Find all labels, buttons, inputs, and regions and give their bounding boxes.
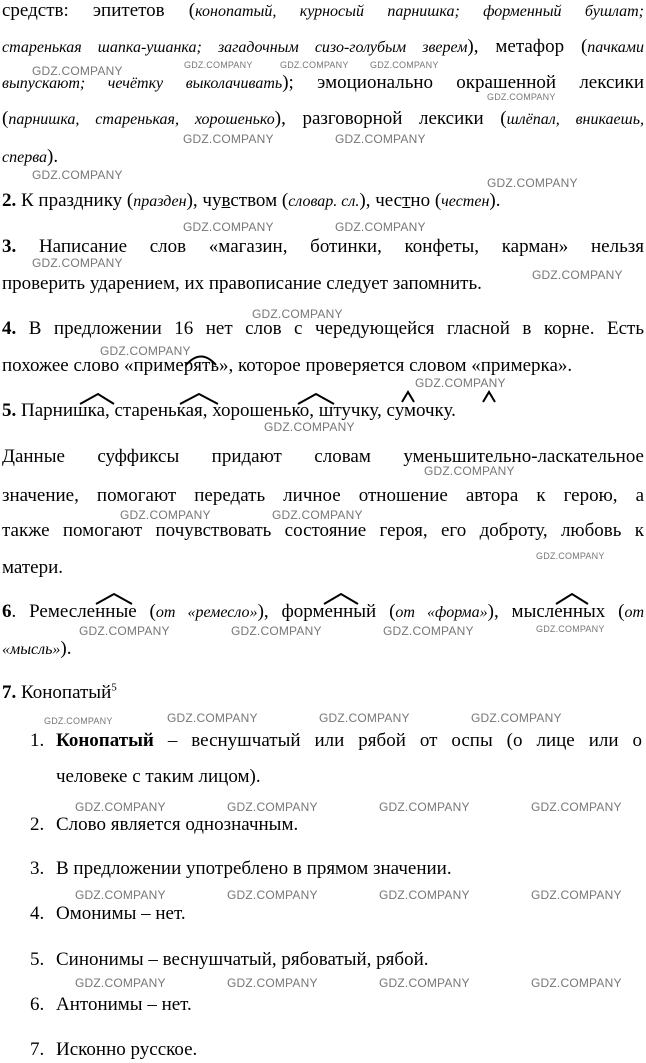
answer-3-line-1: 3. Написание слов «магазин, ботинки, конфеты, карман» нельзя xyxy=(2,236,644,257)
watermark: GDZ.COMPANY xyxy=(536,551,605,561)
watermark: GDZ.COMPANY xyxy=(227,888,318,902)
answer-5-line-4: также помогают почувствовать состояние героя, его доброту, любовь к xyxy=(2,520,644,541)
watermark: GDZ.COMPANY xyxy=(379,888,470,902)
answer-4-line-2: похожее слово «примерять», которое проверяется словом «примерка». xyxy=(2,355,573,376)
text-line-2: старенькая шапка-ушанка; загадочным сизо-голубым зверем), метафор (пачками xyxy=(2,36,645,57)
watermark: GDZ.COMPANY xyxy=(44,716,113,726)
watermark: GDZ.COMPANY xyxy=(272,508,363,522)
watermark: GDZ.COMPANY xyxy=(32,168,123,182)
watermark: GDZ.COMPANY xyxy=(231,624,322,638)
text-line-4: (парнишка, старенькая, хорошенько), разговорной лексики (шлёпал, вникаешь, xyxy=(2,108,644,129)
watermark: GDZ.COMPANY xyxy=(227,976,318,990)
suffix-mark xyxy=(483,392,495,402)
watermark: GDZ.COMPANY xyxy=(531,800,622,814)
watermark: GDZ.COMPANY xyxy=(532,268,623,282)
watermark: GDZ.COMPANY xyxy=(487,176,578,190)
answer-4-line-1: 4. В предложении 16 нет слов с чередующейся гласной в корне. Есть xyxy=(2,318,644,339)
watermark: GDZ.COMPANY xyxy=(184,60,253,70)
answer-6-line-1: 6. Ремесленные (от «ремесло»), форменный (от «форма»), мысленных (от xyxy=(2,601,645,622)
watermark: GDZ.COMPANY xyxy=(379,976,470,990)
list-item-2: 2. Слово является однозначным. xyxy=(30,814,299,835)
watermark: GDZ.COMPANY xyxy=(167,711,258,725)
watermark: GDZ.COMPANY xyxy=(75,976,166,990)
list-item-5: 5. Синонимы – веснушчатый, рябоватый, рябой. xyxy=(30,949,429,970)
list-item-7: 7. Исконно русское. xyxy=(30,1039,198,1060)
answer-5-line-5: матери. xyxy=(2,557,63,578)
list-item-4: 4. Омонимы – нет. xyxy=(30,903,186,924)
list-item-1: 1. Конопатый – веснушчатый или рябой от оспы (о лице или о xyxy=(30,730,642,751)
answer-6-line-2: «мысль»). xyxy=(2,638,72,659)
watermark: GDZ.COMPANY xyxy=(319,711,410,725)
watermark: GDZ.COMPANY xyxy=(531,888,622,902)
watermark: GDZ.COMPANY xyxy=(383,624,474,638)
watermark: GDZ.COMPANY xyxy=(252,307,343,321)
watermark: GDZ.COMPANY xyxy=(100,344,191,358)
text-line-3: выпускают; чечётку выколачивать); эмоционально окрашенной лексики xyxy=(2,72,644,93)
list-item-6: 6. Антонимы – нет. xyxy=(30,994,192,1015)
list-item-1-cont: человеке с таким лицом). xyxy=(56,766,261,787)
watermark: GDZ.COMPANY xyxy=(280,60,349,70)
watermark: GDZ.COMPANY xyxy=(335,132,426,146)
watermark: GDZ.COMPANY xyxy=(32,256,123,270)
answer-5-line-2: Данные суффиксы придают словам уменьшительно-ласкательное xyxy=(2,446,644,467)
watermark: GDZ.COMPANY xyxy=(487,92,556,102)
watermark: GDZ.COMPANY xyxy=(183,220,274,234)
watermark: GDZ.COMPANY xyxy=(335,220,426,234)
watermark: GDZ.COMPANY xyxy=(120,508,211,522)
answer-5-line-1: 5. Парнишка, старенькая, хорошенько, штучку, сумочку. xyxy=(2,400,456,421)
watermark: GDZ.COMPANY xyxy=(183,132,274,146)
answer-5-line-3: значение, помогают передать личное отношение автора к герою, а xyxy=(2,485,644,506)
watermark: GDZ.COMPANY xyxy=(471,711,562,725)
answer-2: 2. К празднику (празден), чувством (словар. сл.), честно (честен). xyxy=(2,190,501,211)
watermark: GDZ.COMPANY xyxy=(370,60,439,70)
watermark: GDZ.COMPANY xyxy=(79,624,170,638)
watermark: GDZ.COMPANY xyxy=(264,420,355,434)
text-line-5: сперва). xyxy=(2,146,59,167)
watermark: GDZ.COMPANY xyxy=(75,800,166,814)
watermark: GDZ.COMPANY xyxy=(531,976,622,990)
text-line-1: средств: эпитетов (конопатый, курносый парнишка; форменный бушлат; xyxy=(2,0,644,21)
watermark: GDZ.COMPANY xyxy=(424,464,515,478)
watermark: GDZ.COMPANY xyxy=(32,64,123,78)
answer-7-title: 7. Конопатый$^5$ xyxy=(2,681,117,703)
list-item-3: 3. В предложении употреблено в прямом значении. xyxy=(30,858,452,879)
watermark: GDZ.COMPANY xyxy=(415,376,506,390)
watermark: GDZ.COMPANY xyxy=(379,800,470,814)
watermark: GDZ.COMPANY xyxy=(75,888,166,902)
answer-3-line-2: проверить ударением, их правописание следует запомнить. xyxy=(2,273,482,294)
watermark: GDZ.COMPANY xyxy=(536,624,605,634)
watermark: GDZ.COMPANY xyxy=(227,800,318,814)
